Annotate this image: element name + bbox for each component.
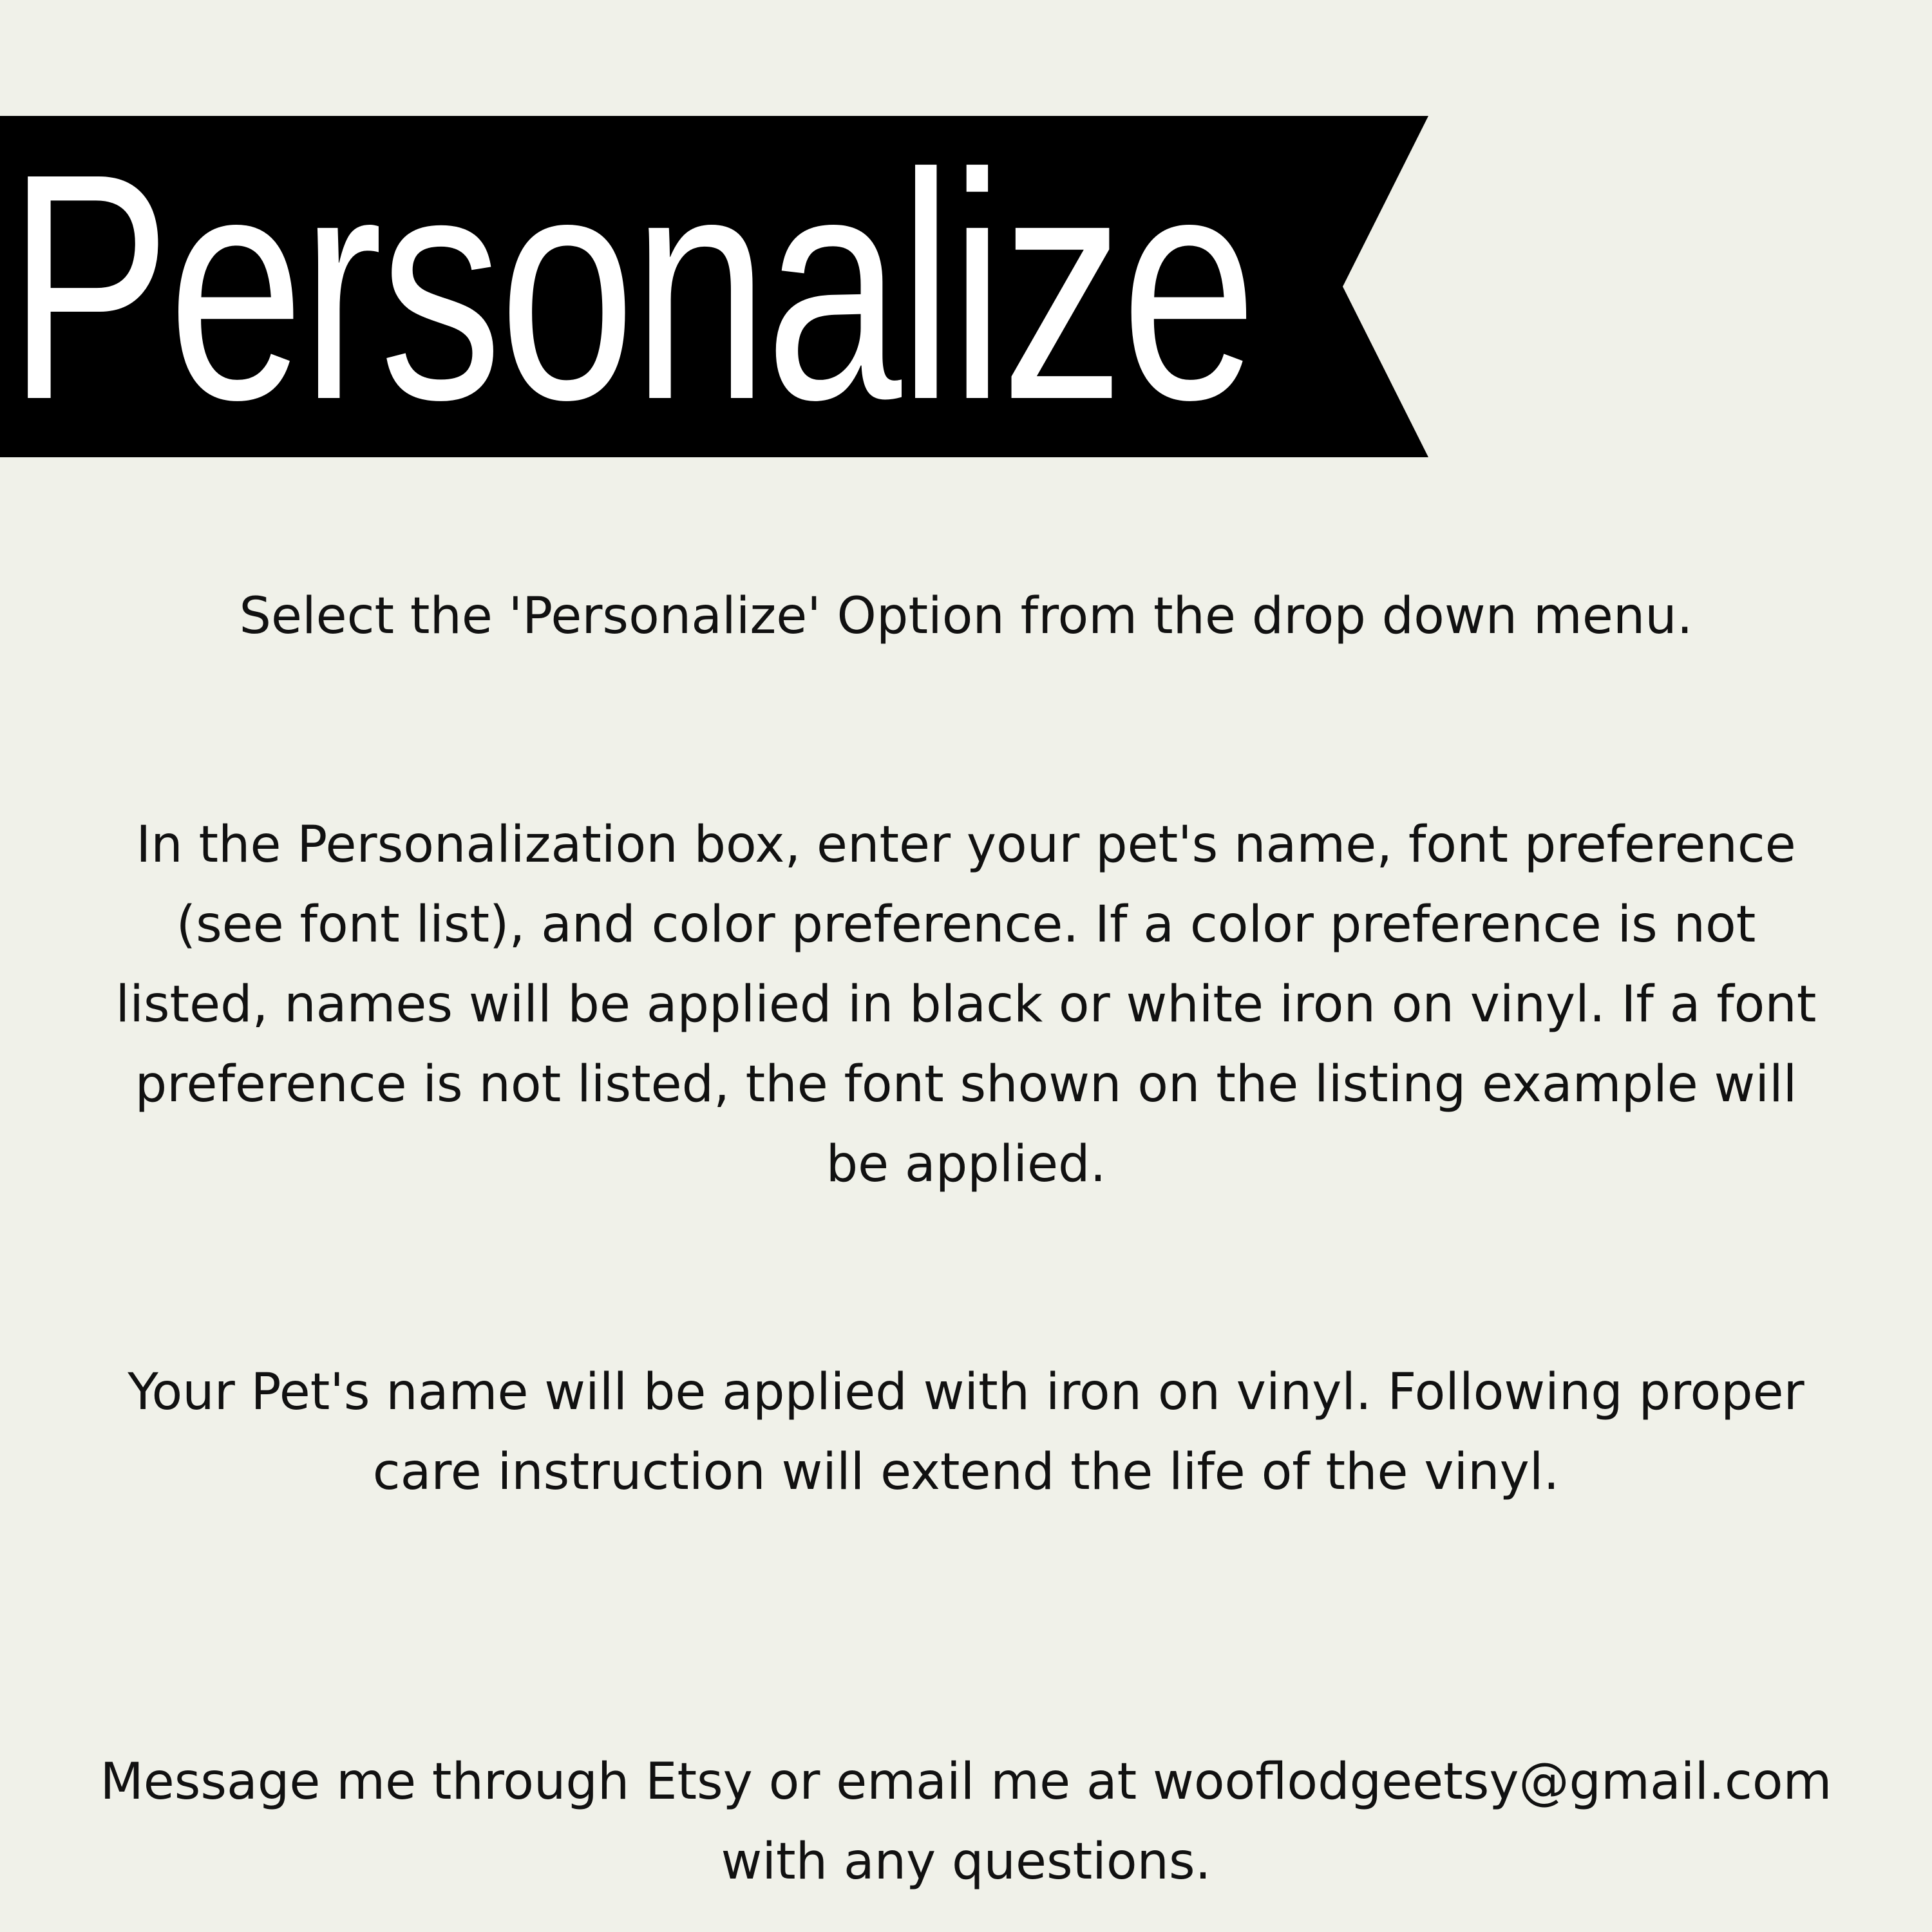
instruction-personalization-box: In the Personalization box, enter your pet's name, font preference (see font list), and color preference. If a color preference is not listed, names will be applied in black or white iron on vinyl. If a font preference is not listed, the font shown on the listing example will be applied. (115, 816, 1817, 1193)
instruction-iron-on-vinyl: Your Pet's name will be applied with iron on vinyl. Following proper care instruction will extend the life of the vinyl. (128, 1363, 1804, 1501)
instruction-select-option: Select the 'Personalize' Option from the drop down menu. (239, 587, 1693, 645)
title-banner (0, 106, 1428, 466)
banner-title: Personalize (8, 106, 1255, 466)
contact-message: Message me through Etsy or email me at wooflodgeetsy@gmail.com with any questions. (100, 1753, 1832, 1891)
